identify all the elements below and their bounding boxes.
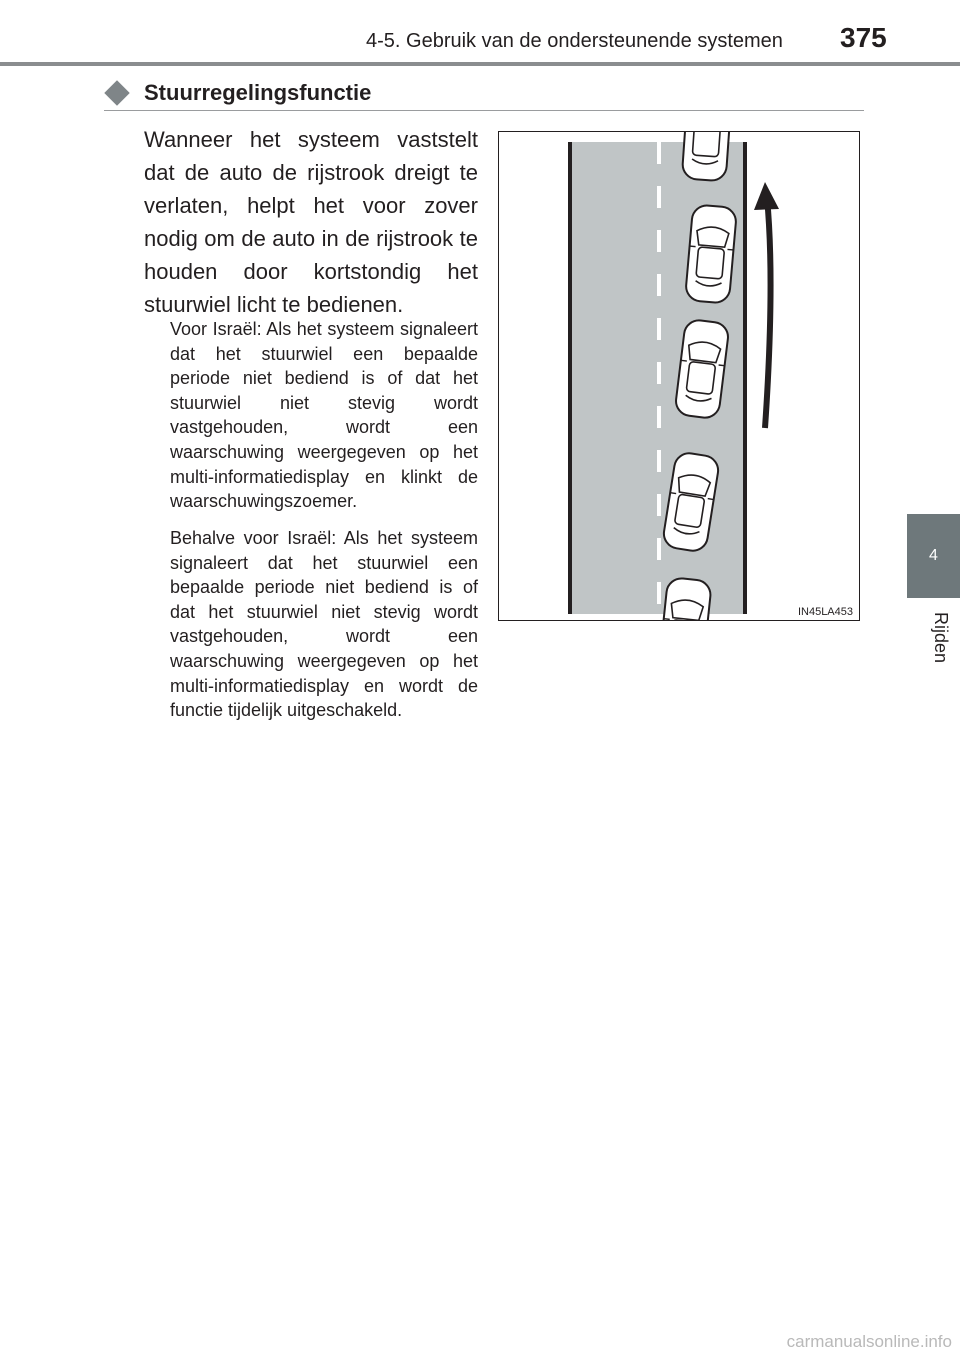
note-except-israel: Behalve voor Israël: Als het systeem signaleert dat het stuurwiel een bepaalde periode niet bediend is of dat het stuurwiel niet stevig wordt vastgehouden, wordt een waarschuwing weergegeven op het multi-informatiedisplay en wordt de functie tijdelijk uitgeschakeld. xyxy=(170,528,478,721)
car-icon xyxy=(685,204,737,303)
figure-code: IN45LA453 xyxy=(797,606,853,618)
watermark: carmanualsonline.info xyxy=(786,1332,952,1351)
lane-keeping-illustration xyxy=(498,131,860,621)
section-heading-text: Stuurregelingsfunctie xyxy=(144,80,372,105)
diamond-bullet-icon xyxy=(104,80,129,105)
car-icon xyxy=(682,132,733,181)
chapter-tab xyxy=(907,514,960,598)
section-heading xyxy=(104,78,864,111)
arrow-head-icon xyxy=(754,182,779,210)
lane-diagram xyxy=(499,132,860,621)
page-number: 375 xyxy=(840,22,887,53)
body-paragraph: Wanneer het systeem vaststelt dat de auto de rijstrook dreigt te verlaten, helpt het voor zover nodig om de auto in de rijstrook te houden door kortstondig het stuurwiel licht te bedienen. xyxy=(144,127,478,317)
note-israel: Voor Israël: Als het systeem signaleert dat het stuurwiel een bepaalde periode niet bediend is of dat het stuurwiel niet stevig wordt vastgehouden, wordt een waarschuwing weergegeven op het multi-informatiedisplay en klinkt de waarschuwingszoemer. xyxy=(170,319,478,512)
header-divider xyxy=(0,62,960,66)
header-section-title: 4-5. Gebruik van de ondersteunende systemen xyxy=(366,30,783,52)
chapter-number: 4 xyxy=(929,547,938,564)
chapter-label: Rijden xyxy=(931,612,951,664)
trajectory-arrow-icon xyxy=(765,198,771,428)
